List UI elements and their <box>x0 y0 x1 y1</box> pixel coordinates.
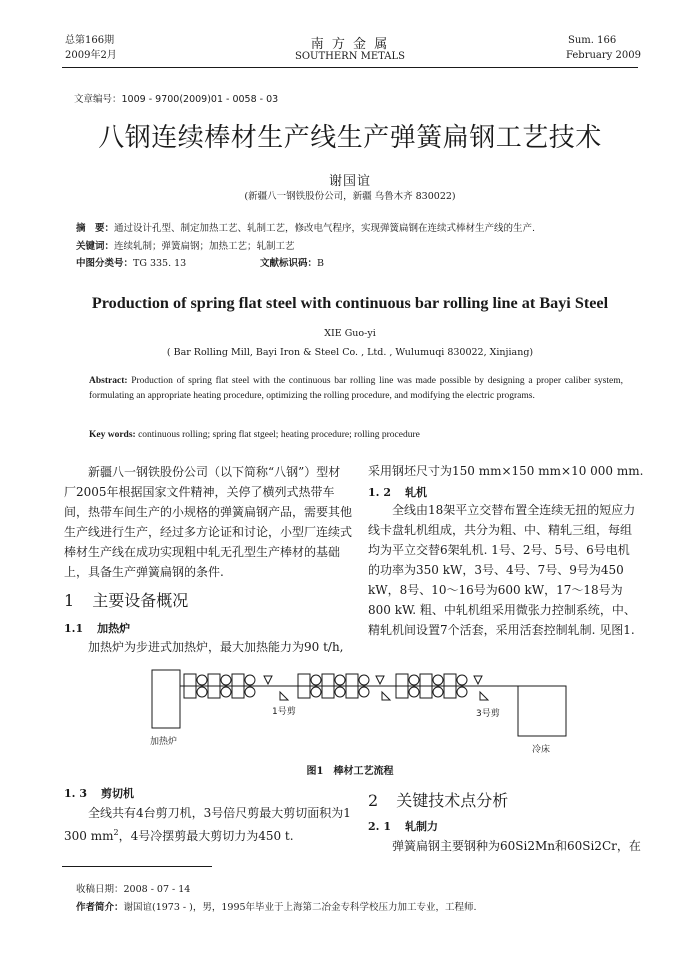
furnace-box <box>152 670 180 728</box>
process-flow-diagram <box>140 664 570 760</box>
abstract-cn-text: 通过设计孔型、制定加热工艺、轧制工艺，修改电气程序，实现弹簧扁钢在连续式棒材生产线的生产. <box>114 223 536 234</box>
shear-2-symbol <box>376 676 384 684</box>
label-furnace: 加热炉 <box>150 737 178 747</box>
subsection-1-1-number: 1.1 <box>64 622 84 635</box>
issue-number: 总第166期 <box>65 35 115 46</box>
section-2-number: 2 <box>368 791 379 810</box>
shear-1-symbol <box>280 692 288 700</box>
doc-code-label: 文献标识码： <box>260 258 318 269</box>
subsection-1-2-text: 全线由18架平立交替布置全连续无扭的短应力线卡盘轧机组成，共分为粗、中、精轧三组，每组均为平立交替6架轧机. 1号、2号、5号、6号电机的功率为350 kW，3号、4号、7号、9号为450 kW，8号、10～16号为600 kW，17～18号为800 kW. 粗、中轧机组采用微张力控制系统，中、精轧机间设置7个活套，采用活套控制轧制. 见图1. <box>368 503 636 637</box>
article-number: 文章编号：1009 - 9700(2009)01 - 0058 - 03 <box>74 94 279 105</box>
label-cooling-bed: 冷床 <box>532 745 551 755</box>
finishing-mill-group <box>396 674 467 698</box>
affiliation-en: ( Bar Rolling Mill, Bayi Iron & Steel Co. , Ltd. , Wulumuqi 830022, Xinjiang) <box>166 347 534 358</box>
subsection-1-3-text-a: 全线共有4台剪刀机，3号倍尺剪最大剪切面积为1 300 mm <box>64 806 351 843</box>
shear-symbol <box>264 676 272 684</box>
subsection-1-1-text: 加热炉为步进式加热炉，最大加热能力为90 t/h, <box>88 640 344 654</box>
subsection-1-2-title: 轧机 <box>404 486 427 499</box>
subsection-1-2-heading <box>368 484 427 500</box>
subsection-2-1-heading <box>368 818 438 834</box>
abstract-cn <box>76 222 535 235</box>
subsection-2-1-title: 轧制力 <box>404 820 438 833</box>
label-shear-3: 3号剪 <box>476 709 500 719</box>
section-1-title: 主要设备概况 <box>92 591 189 610</box>
section-1-heading <box>64 588 188 611</box>
subsection-1-3-text-b: ，4号冷摆剪最大剪切力为450 t. <box>118 829 294 843</box>
subsection-1-3-text <box>64 803 352 846</box>
issue-date-en: February 2009 <box>566 50 641 61</box>
shear-symbol-2 <box>382 692 390 700</box>
subsection-1-2-number: 1. 2 <box>368 486 391 499</box>
cooling-bed-box <box>518 686 566 736</box>
journal-name-cn: 南 方 金 属 <box>310 37 390 52</box>
header-rule <box>62 67 638 68</box>
keywords-cn <box>76 240 295 253</box>
keywords-en <box>89 429 420 442</box>
figure-caption: 图1 棒材工艺流程 <box>306 766 394 777</box>
author-bio <box>76 901 477 914</box>
subsection-1-3-heading <box>64 785 134 801</box>
clc-label: 中图分类号： <box>76 258 134 269</box>
document-code <box>260 257 324 270</box>
section-2-title: 关键技术点分析 <box>396 791 509 810</box>
footnote-rule <box>62 866 212 867</box>
author-en: XIE Guo-yi <box>324 328 376 339</box>
abstract-en-label: Abstract: <box>89 376 128 386</box>
subsection-2-1-text: 弹簧扁钢主要钢种为60Si2Mn和60Si2Cr，在 <box>392 839 641 853</box>
subsection-1-1-heading <box>64 620 130 636</box>
doc-code-value: B <box>317 258 324 269</box>
subsection-1-1-title: 加热炉 <box>97 622 131 635</box>
shear-3-symbol <box>480 692 488 700</box>
author-bio-text: 谢国谊(1973 - )，男，1995年毕业于上海第二冶金专科学校压力加工专业，工程师. <box>123 902 477 913</box>
issue-date: 2009年2月 <box>65 50 117 61</box>
author-bio-label: 作者简介： <box>76 902 124 913</box>
subsection-2-1-number: 2. 1 <box>368 820 391 833</box>
keywords-cn-label: 关键词： <box>76 241 115 252</box>
clc-number <box>76 257 186 270</box>
journal-name-en: SOUTHERN METALS <box>295 51 405 62</box>
intermediate-mill-group <box>298 674 369 698</box>
billet-size-text: 采用钢坯尺寸为150 mm×150 mm×10 000 mm. <box>368 464 644 478</box>
label-shear-1: 1号剪 <box>272 707 296 717</box>
intro-paragraph: 新疆八一钢铁股份公司（以下简称“八钢”）型材厂2005年根据国家文件精神，关停了横列式热带车间，热带车间生产的小规格的弹簧扁钢产品，需要其他生产线进行生产，经过多方论证和讨论，小型厂连续式棒材生产线在成功实现粗中轧无孔型生产棒材的基础上，具备生产弹簧扁钢的条件. <box>64 465 353 579</box>
article-title-en: Production of spring flat steel with continuous bar rolling line at Bayi Steel <box>91 294 609 312</box>
author-cn: 谢国谊 <box>328 174 371 189</box>
section-2-heading <box>368 788 508 811</box>
superscript-2: 2 <box>113 828 119 837</box>
affiliation-cn: (新疆八一钢铁股份公司，新疆 乌鲁木齐 830022) <box>244 191 456 202</box>
keywords-en-label: Key words: <box>89 430 136 440</box>
section-1-number: 1 <box>64 591 75 610</box>
received-date: 收稿日期：2008 - 07 - 14 <box>76 884 191 895</box>
subsection-1-3-title: 剪切机 <box>100 787 134 800</box>
abstract-cn-label: 摘 要： <box>76 223 115 234</box>
article-title-cn: 八钢连续棒材生产线生产弹簧扁钢工艺技术 <box>98 123 602 153</box>
abstract-en <box>89 374 623 404</box>
keywords-cn-text: 连续轧制；弹簧扁钢；加热工艺；轧制工艺 <box>114 241 295 252</box>
subsection-1-3-number: 1. 3 <box>64 787 87 800</box>
roughing-mill-group <box>184 674 255 698</box>
clc-value: TG 335. 13 <box>133 258 187 269</box>
shear-symbol-3 <box>474 676 482 684</box>
sum-number: Sum. 166 <box>568 35 617 46</box>
abstract-en-text: Production of spring flat steel with the continuous bar rolling line was made possible by designing a proper caliber system, formulating an appropriate heating procedure, optimizing the rolling procedure, and modifying the electric programs. <box>89 376 623 401</box>
keywords-en-text: continuous rolling; spring flat stgeel; heating procedure; rolling procedure <box>135 430 420 440</box>
